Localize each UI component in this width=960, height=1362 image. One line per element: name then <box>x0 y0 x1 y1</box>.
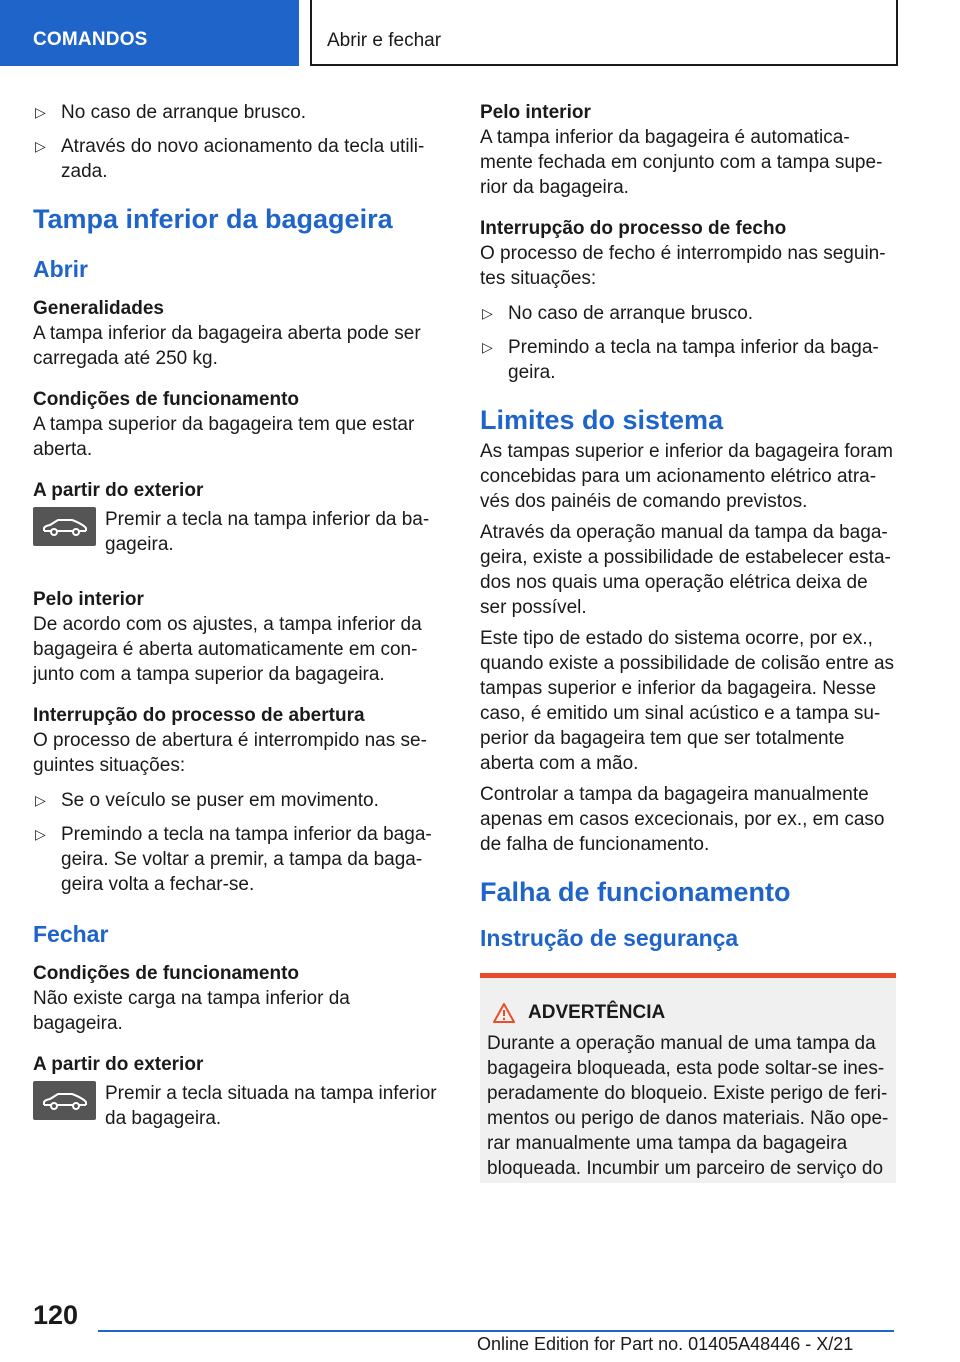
list-item: ▷ No caso de arranque brusco. <box>482 303 754 324</box>
key-instruction <box>33 507 438 557</box>
triangle-right-icon: ▷ <box>35 792 46 808</box>
paragraph: A tampa inferior da bagageira aberta pode ser carregada até 250 kg. <box>33 323 421 369</box>
edition-note: Online Edition for Part no. 01405A48446 - X/21 <box>477 1334 854 1354</box>
paragraph: Através da operação manual da tampa da baga-geira, existe a possibilidade de estabelecer esta-dos nos quais uma operação elétrica deixa de ser possível. <box>480 522 891 618</box>
subsection-heading-abrir: Abrir <box>33 256 88 282</box>
paragraph: O processo de abertura é interrompido nas se-guintes situações: <box>33 730 427 776</box>
warning-title: ADVERTÊNCIA <box>487 1000 889 1025</box>
heading-interrupcao: Interrupção do processo de fecho <box>480 218 787 239</box>
heading-condicoes: Condições de funcionamento <box>33 963 300 984</box>
list-item: ▷ Premindo a tecla na tampa inferior da baga-geira. Se voltar a premir, a tampa da baga-geira volta a fechar-se. <box>35 824 432 895</box>
heading-exterior: A partir do exterior <box>33 1054 204 1075</box>
section-heading-limites: Limites do sistema <box>480 405 724 435</box>
heading-generalidades: Generalidades <box>33 298 164 319</box>
subsection-heading-seguranca: Instrução de segurança <box>480 925 739 951</box>
paragraph: Este tipo de estado do sistema ocorre, por ex., quando existe a possibilidade de colisão entre as tampas superior e inferior da bagageira. Nesse caso, é emitido um sinal acústico e a tampa su-perior da bagageira tem que ser totalmente aberta com a mão. <box>480 628 895 774</box>
car-tailgate-key-icon <box>33 507 96 546</box>
section-tab <box>0 0 299 66</box>
paragraph: O processo de fecho é interrompido nas seguin-tes situações: <box>480 243 886 289</box>
footer-divider <box>98 1330 894 1332</box>
triangle-right-icon: ▷ <box>482 339 493 355</box>
triangle-right-icon: ▷ <box>35 104 46 120</box>
key-instruction <box>33 1081 438 1131</box>
list-item: ▷ Premindo a tecla na tampa inferior da baga-geira. <box>482 337 879 383</box>
chapter-tab <box>310 0 898 66</box>
chapter-label: Abrir e fechar <box>327 30 442 51</box>
page-number: 120 <box>33 1300 79 1330</box>
section-heading-tampa: Tampa inferior da bagageira <box>33 204 393 234</box>
paragraph: Controlar a tampa da bagageira manualmente apenas em casos excecionais, por ex., em caso de falha de funcionamento. <box>480 784 885 855</box>
warning-triangle-icon <box>492 1002 516 1024</box>
car-tailgate-key-icon <box>33 1081 96 1120</box>
paragraph: Não existe carga na tampa inferior da bagageira. <box>33 988 350 1034</box>
paragraph: A tampa inferior da bagageira é automatica-mente fechada em conjunto com a tampa supe-rior da bagageira. <box>480 127 883 198</box>
section-label: COMANDOS <box>33 29 148 50</box>
paragraph: As tampas superior e inferior da bagageira foram concebidas para um acionamento elétrico atra-vés dos painéis de comando previstos. <box>480 441 893 512</box>
heading-exterior: A partir do exterior <box>33 480 204 501</box>
triangle-right-icon: ▷ <box>482 305 493 321</box>
warning-box <box>480 973 896 1183</box>
heading-interior: Pelo interior <box>480 102 591 123</box>
paragraph: De acordo com os ajustes, a tampa inferior da bagageira é aberta automaticamente em con-junto com a tampa superior da bagageira. <box>33 614 422 685</box>
list-item: ▷ No caso de arranque brusco. <box>35 102 307 123</box>
paragraph: A tampa superior da bagageira tem que estar aberta. <box>33 414 415 460</box>
heading-interior: Pelo interior <box>33 589 144 610</box>
heading-interrupcao: Interrupção do processo de abertura <box>33 705 365 726</box>
paragraph: Premir a tecla situada na tampa inferior da bagageira. <box>105 1083 437 1129</box>
paragraph: Premir a tecla na tampa inferior da ba-gageira. <box>105 509 430 555</box>
left-column <box>33 100 438 1147</box>
warning-text: Durante a operação manual de uma tampa da bagageira bloqueada, esta pode soltar-se ines-peradamente do bloqueio. Existe perigo de feri-mentos ou perigo de danos materiais. Não ope-rar manualmente uma tampa da bagageira bloqueada. Incumbir um parceiro de serviço do <box>487 1033 889 1179</box>
right-column <box>480 100 896 1183</box>
list-item: ▷ Através do novo acionamento da tecla utili-zada. <box>35 136 425 182</box>
list-item: ▷ Se o veículo se puser em movimento. <box>35 790 379 811</box>
triangle-right-icon: ▷ <box>35 138 46 154</box>
heading-condicoes: Condições de funcionamento <box>33 389 300 410</box>
triangle-right-icon: ▷ <box>35 826 46 842</box>
section-heading-falha: Falha de funcionamento <box>480 877 791 907</box>
subsection-heading-fechar: Fechar <box>33 921 109 947</box>
